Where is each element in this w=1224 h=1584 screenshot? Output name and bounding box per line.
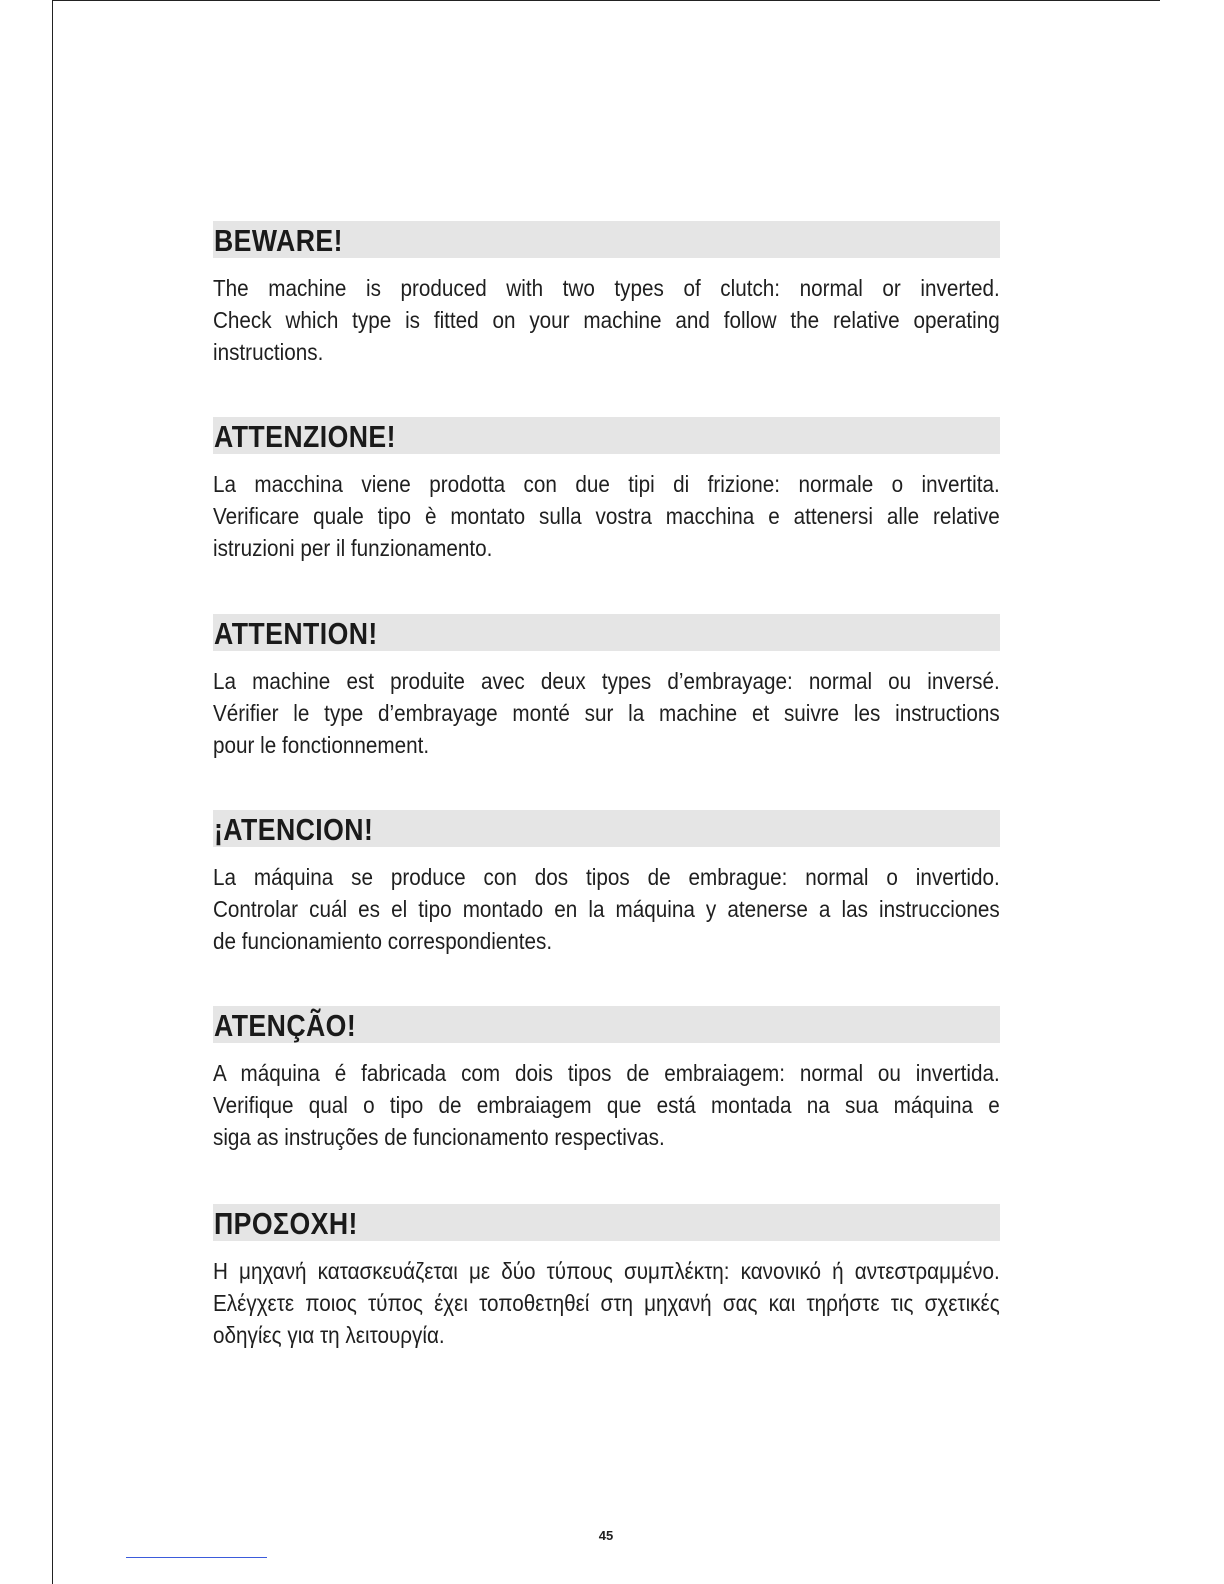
section-body	[213, 1057, 1000, 1153]
body-line: Check which type is fitted on your machine and follow the relative operating	[213, 307, 1000, 333]
heading-bar	[213, 614, 1000, 651]
body-line: de funcionamiento correspondientes.	[213, 928, 553, 954]
section-heading: ¡ATENCION!	[214, 812, 374, 847]
body-line: Vérifier le type d’embrayage monté sur la machine et suivre les instructions	[213, 700, 1000, 726]
section-heading: ATTENZIONE!	[214, 419, 396, 454]
section-heading: ΠΡΟΣΟΧΗ!	[214, 1206, 358, 1241]
section-heading: BEWARE!	[214, 223, 343, 258]
heading-bar	[213, 221, 1000, 258]
body-line: istruzioni per il funzionamento.	[213, 535, 493, 561]
heading-bar	[213, 417, 1000, 454]
body-line: La macchina viene prodotta con due tipi di frizione: normale o invertita.	[213, 471, 1000, 497]
body-line: La máquina se produce con dos tipos de embrague: normal o invertido.	[213, 864, 1000, 890]
footer-link-underline[interactable]	[126, 1557, 267, 1558]
section-body	[213, 1255, 1000, 1351]
body-line: Η μηχανή κατασκευάζεται με δύο τύπους συμπλέκτη: κανονικό ή αντεστραμμένο.	[213, 1258, 1000, 1284]
heading-bar	[213, 1006, 1000, 1043]
section-body	[213, 468, 1000, 564]
section-body	[213, 665, 1000, 761]
body-line: pour le fonctionnement.	[213, 732, 430, 758]
body-line: A máquina é fabricada com dois tipos de embraiagem: normal ou invertida.	[213, 1060, 1000, 1086]
page-frame-left-rule	[52, 0, 53, 1584]
warning-section-english	[213, 221, 1000, 368]
body-line: Controlar cuál es el tipo montado en la máquina y atenerse a las instrucciones	[213, 896, 1000, 922]
heading-bar	[213, 810, 1000, 847]
section-body	[213, 272, 1000, 368]
body-line: οδηγίες για τη λειτουργία.	[213, 1322, 445, 1348]
body-line: instructions.	[213, 339, 324, 365]
body-line: Verificare quale tipo è montato sulla vostra macchina e attenersi alle relative	[213, 503, 1000, 529]
section-heading: ATTENTION!	[214, 616, 378, 651]
body-line: The machine is produced with two types of clutch: normal or inverted.	[213, 275, 1000, 301]
warning-section-portuguese	[213, 1006, 1000, 1153]
warning-section-spanish	[213, 810, 1000, 957]
section-body	[213, 861, 1000, 957]
body-line: siga as instruções de funcionamento respectivas.	[213, 1124, 665, 1150]
body-line: Verifique qual o tipo de embraiagem que está montada na sua máquina e	[213, 1092, 1000, 1118]
body-line: La machine est produite avec deux types d’embrayage: normal ou inversé.	[213, 668, 1000, 694]
warning-section-greek	[213, 1204, 1000, 1351]
heading-bar	[213, 1204, 1000, 1241]
section-heading: ATENÇÃO!	[214, 1008, 357, 1043]
body-line: Ελέγχετε ποιος τύπος έχει τοποθετηθεί στη μηχανή σας και τηρήστε τις σχετικές	[213, 1290, 1000, 1316]
warning-section-french	[213, 614, 1000, 761]
page-number: 45	[598, 1528, 614, 1543]
page-frame-top-rule	[52, 0, 1160, 1]
warning-section-italian	[213, 417, 1000, 564]
